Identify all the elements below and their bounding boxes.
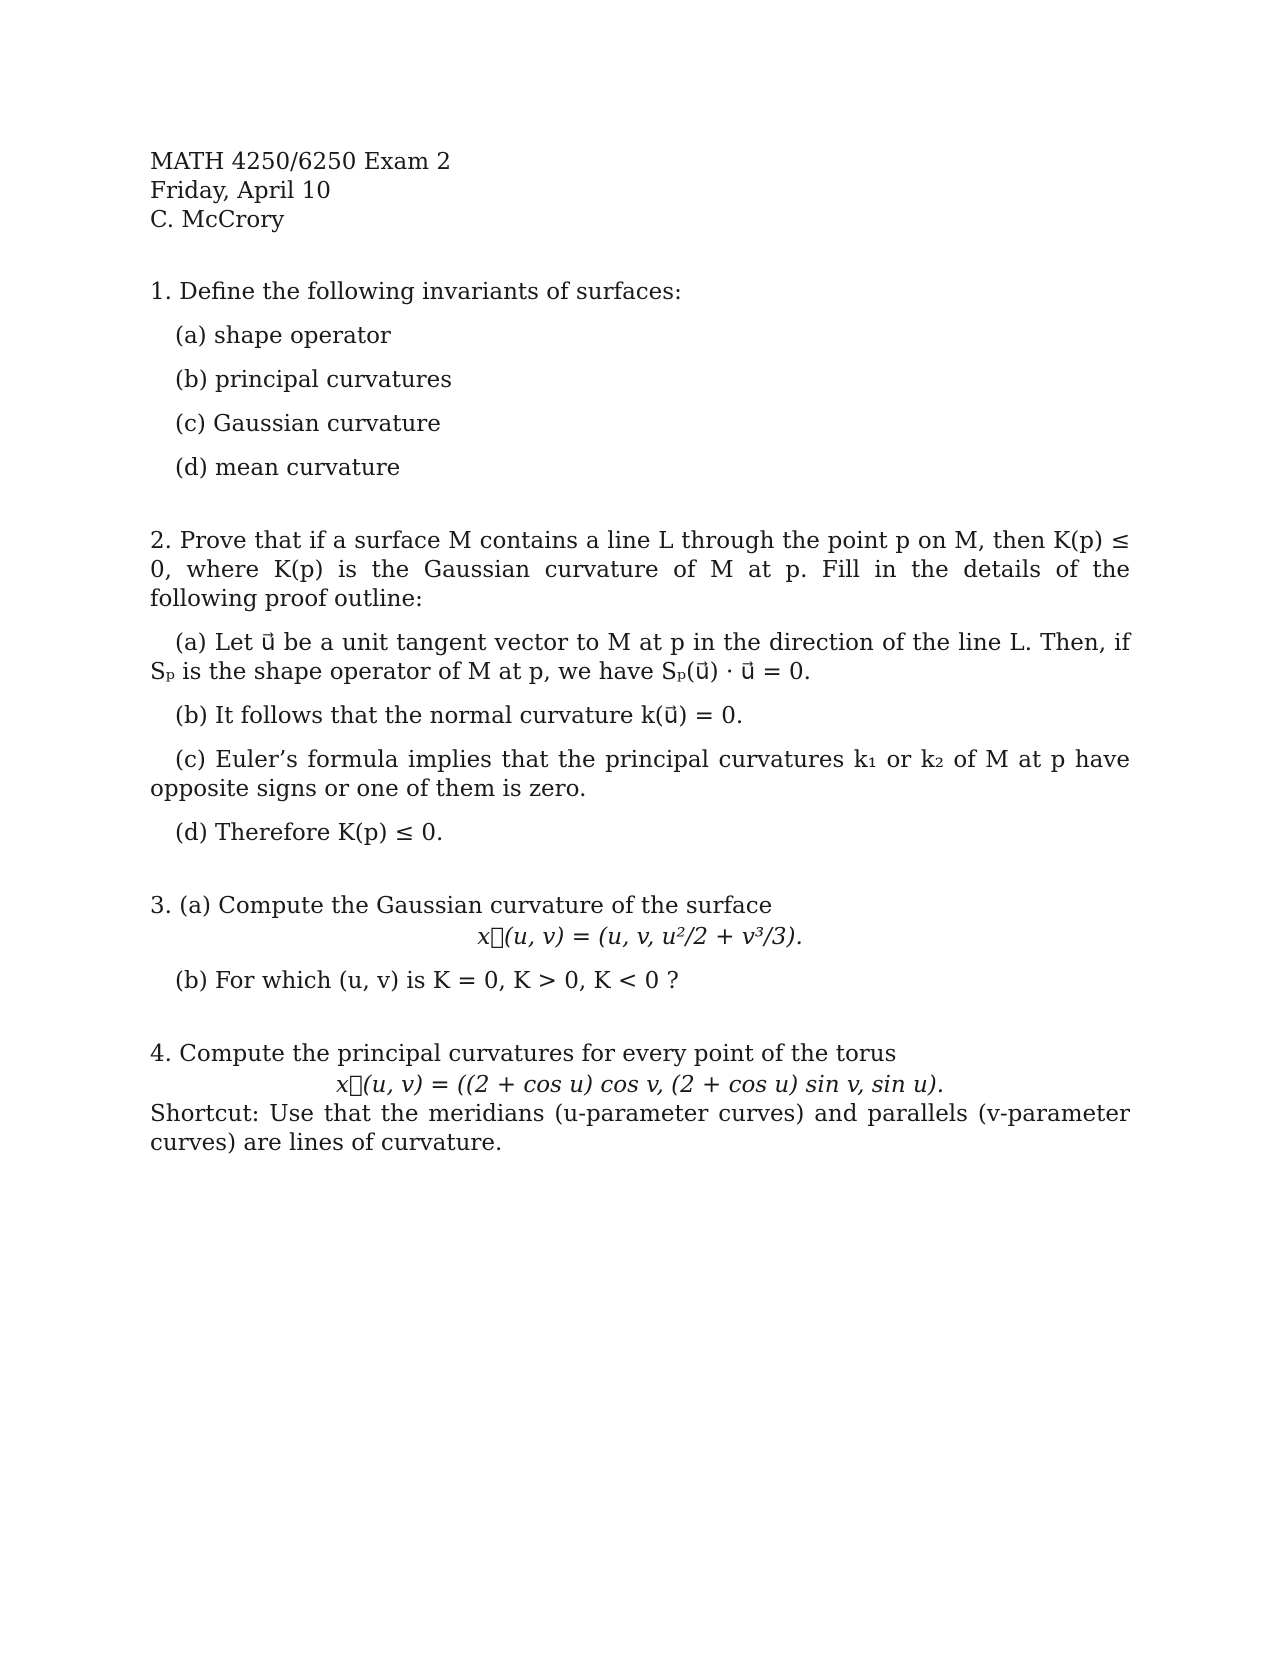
- problem-1: [150, 278, 1130, 483]
- problem-2-stem: 2. Prove that if a surface M contains a line L through the point p on M, then K(p) ≤ 0, where K(p) is the Gaussian curvature of M at p. Fill in the details of the following proof outline:: [150, 528, 1130, 612]
- exam-page: [150, 148, 1130, 1158]
- problem-2: [150, 527, 1130, 848]
- problem-3-stem: 3. (a) Compute the Gaussian curvature of the surface: [150, 893, 773, 919]
- problem-1-item-d: (d) mean curvature: [175, 455, 401, 481]
- exam-header: [150, 148, 1130, 235]
- problem-3-part-b: (b) For which (u, v) is K = 0, K > 0, K < 0 ?: [175, 968, 679, 994]
- problem-1-item-a: (a) shape operator: [175, 323, 391, 349]
- instructor-name: C. McCrory: [150, 207, 285, 233]
- problem-1-item-c: (c) Gaussian curvature: [175, 411, 441, 437]
- problem-2-item-c: (c) Euler’s formula implies that the principal curvatures k₁ or k₂ of M at p have opposite signs or one of them is zero.: [150, 747, 1130, 802]
- problem-1-item-b: (b) principal curvatures: [175, 367, 453, 393]
- problem-4-equation: x⃗(u, v) = ((2 + cos u) cos v, (2 + cos u) sin v, sin u).: [335, 1072, 945, 1098]
- course-title: MATH 4250/6250 Exam 2: [150, 149, 451, 175]
- problem-2-item-b: (b) It follows that the normal curvature k(u⃗) = 0.: [175, 703, 744, 729]
- problem-1-stem: 1. Define the following invariants of surfaces:: [150, 279, 682, 305]
- problem-3-equation: x⃗(u, v) = (u, v, u²/2 + v³/3).: [477, 924, 803, 950]
- problem-3: [150, 892, 1130, 996]
- exam-date: Friday, April 10: [150, 178, 331, 204]
- problem-4-shortcut: Shortcut: Use that the meridians (u-parameter curves) and parallels (v-parameter curves) are lines of curvature.: [150, 1101, 1130, 1156]
- problem-4-stem: 4. Compute the principal curvatures for every point of the torus: [150, 1041, 897, 1067]
- problem-2-item-d: (d) Therefore K(p) ≤ 0.: [175, 820, 444, 846]
- problem-4: [150, 1040, 1130, 1158]
- problem-2-item-a: (a) Let u⃗ be a unit tangent vector to M at p in the direction of the line L. Then, if Sₚ is the shape operator of M at p, we have Sₚ(u⃗) · u⃗ = 0.: [150, 630, 1130, 685]
